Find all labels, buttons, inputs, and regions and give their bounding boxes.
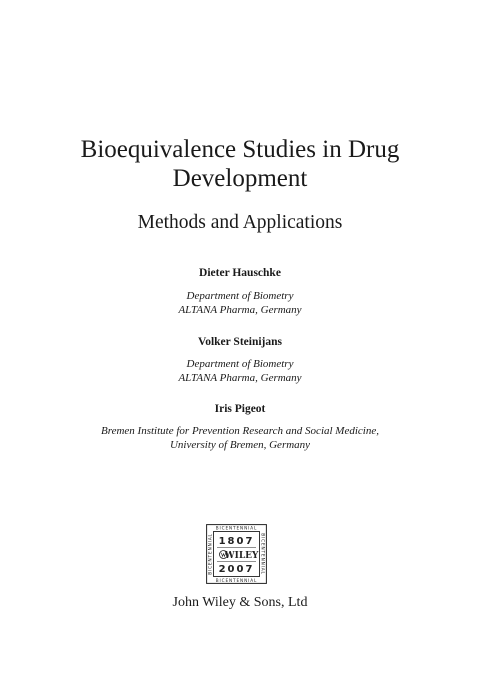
- affiliation-line: ALTANA Pharma, Germany: [178, 371, 302, 384]
- logo-ring-text-left: BICENTENNIAL: [207, 533, 213, 575]
- wiley-logo-graphic: [206, 524, 267, 584]
- book-title: [0, 135, 480, 193]
- affiliation-line: ALTANA Pharma, Germany: [178, 303, 302, 316]
- author-affiliation-3: [0, 425, 480, 452]
- logo-ring-text-top: BICENTENNIAL: [215, 525, 258, 531]
- affiliation-line: Bremen Institute for Prevention Research and Social Medicine,: [101, 425, 379, 437]
- wiley-bicentennial-logo: [206, 524, 267, 584]
- logo-ring-text-bottom: BICENTENNIAL: [215, 578, 258, 583]
- author-name-2: Volker Steinijans: [197, 336, 283, 348]
- affiliation-line: Department of Biometry: [186, 358, 294, 370]
- book-title-line-1: Bioequivalence Studies in Drug: [80, 136, 400, 163]
- logo-year-top: 1807: [218, 536, 255, 547]
- book-subtitle: Methods and Applications: [137, 212, 343, 233]
- logo-year-bottom: 2007: [218, 564, 255, 575]
- affiliation-line: Department of Biometry: [186, 290, 294, 302]
- affiliation-line: University of Bremen, Germany: [169, 438, 311, 451]
- author-name-3: Iris Pigeot: [214, 403, 266, 415]
- publisher-name: John Wiley & Sons, Ltd: [172, 595, 308, 610]
- author-affiliation-1: [0, 290, 480, 317]
- author-name-1: Dieter Hauschke: [199, 267, 281, 279]
- book-title-line-2: Development: [172, 165, 308, 192]
- author-affiliation-2: [0, 358, 480, 385]
- logo-ring-text-right: BICENTENNIAL: [260, 533, 266, 575]
- logo-brand: WILEY: [224, 551, 259, 561]
